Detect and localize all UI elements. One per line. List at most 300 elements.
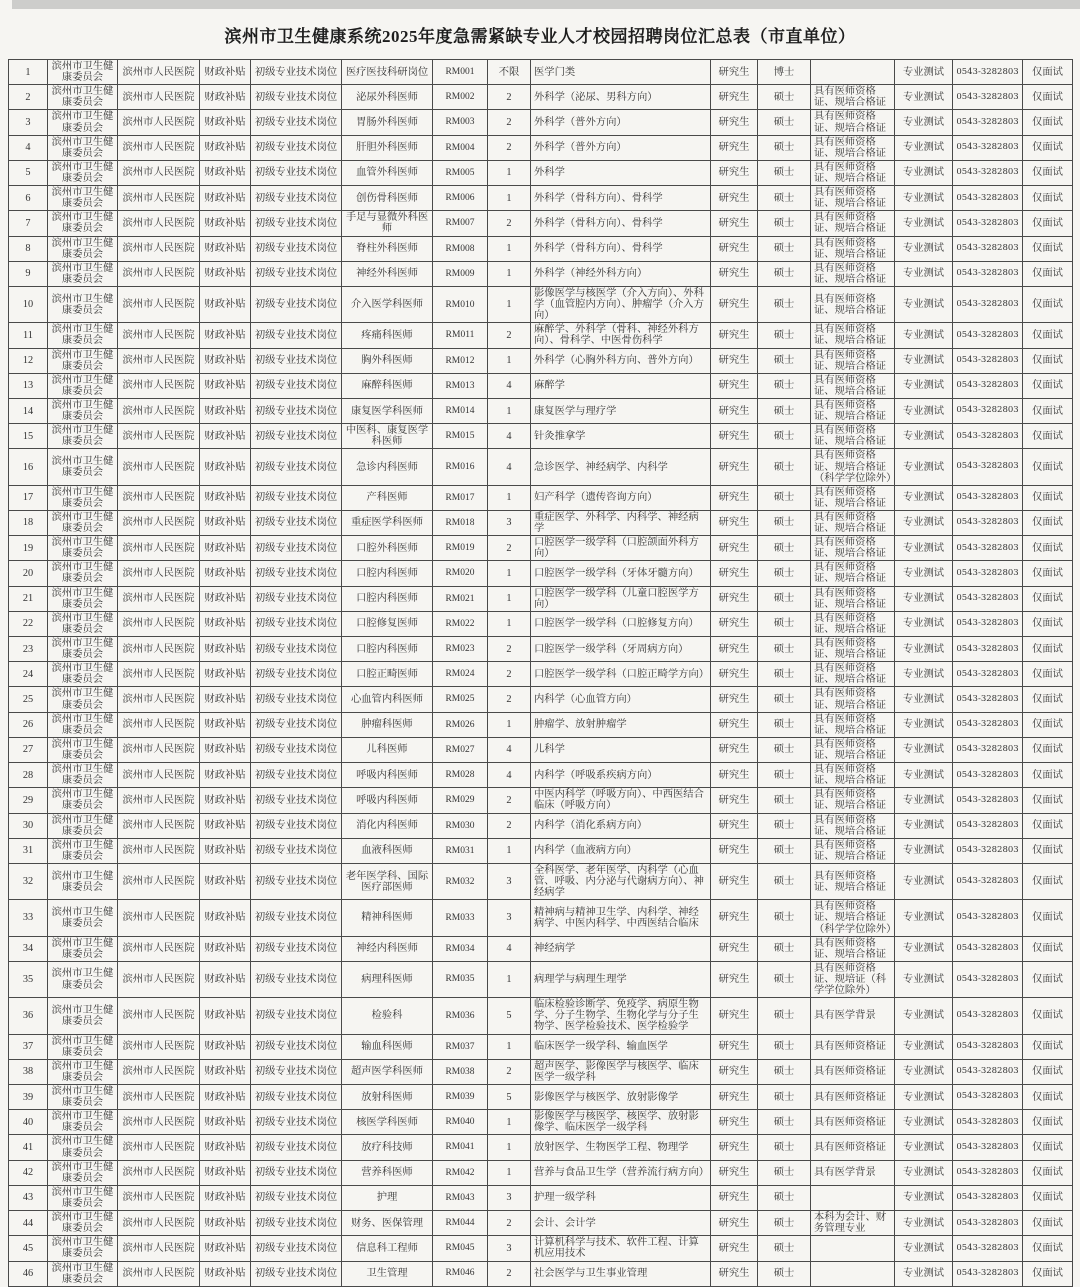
cell-education: 研究生	[711, 110, 758, 135]
cell-major: 外科学（心胸外科方向、普外方向）	[531, 348, 711, 373]
cell-count: 1	[488, 611, 531, 636]
cell-row-number: 25	[9, 687, 48, 712]
cell-education: 研究生	[711, 348, 758, 373]
cell-employer: 滨州市人民医院	[118, 1211, 200, 1236]
cell-row-number: 26	[9, 712, 48, 737]
cell-exam-type: 专业测试	[895, 1236, 953, 1261]
cell-employer: 滨州市人民医院	[118, 1084, 200, 1109]
table-row	[9, 1236, 1073, 1261]
cell-degree: 硕士	[758, 373, 811, 398]
cell-funding: 财政补贴	[200, 838, 251, 863]
cell-exam-type: 专业测试	[895, 864, 953, 900]
cell-employer: 滨州市人民医院	[118, 561, 200, 586]
cell-authority: 滨州市卫生健康委员会	[48, 662, 118, 687]
cell-funding: 财政补贴	[200, 186, 251, 211]
cell-position: 肿瘤科医师	[342, 712, 433, 737]
cell-major: 社会医学与卫生事业管理	[531, 1261, 711, 1286]
table-row	[9, 561, 1073, 586]
cell-degree: 硕士	[758, 1110, 811, 1135]
cell-major: 内科学（心血管方向）	[531, 687, 711, 712]
cell-authority: 滨州市卫生健康委员会	[48, 561, 118, 586]
cell-employer: 滨州市人民医院	[118, 261, 200, 286]
cell-major: 医学门类	[531, 60, 711, 85]
cell-count: 4	[488, 936, 531, 961]
cell-degree: 硕士	[758, 186, 811, 211]
cell-row-number: 31	[9, 838, 48, 863]
cell-funding: 财政补贴	[200, 712, 251, 737]
cell-funding: 财政补贴	[200, 900, 251, 936]
cell-post-type: 初级专业技术岗位	[251, 637, 342, 662]
cell-position: 口腔内科医师	[342, 637, 433, 662]
cell-funding: 财政补贴	[200, 1236, 251, 1261]
cell-employer: 滨州市人民医院	[118, 85, 200, 110]
cell-authority: 滨州市卫生健康委员会	[48, 900, 118, 936]
cell-degree: 硕士	[758, 712, 811, 737]
cell-degree: 硕士	[758, 662, 811, 687]
cell-authority: 滨州市卫生健康委员会	[48, 1135, 118, 1160]
cell-post-code: RM004	[433, 135, 488, 160]
cell-position: 口腔正畸医师	[342, 662, 433, 687]
cell-authority: 滨州市卫生健康委员会	[48, 261, 118, 286]
cell-count: 2	[488, 662, 531, 687]
cell-position: 儿科医师	[342, 737, 433, 762]
cell-exam-type: 专业测试	[895, 586, 953, 611]
cell-post-code: RM005	[433, 160, 488, 185]
cell-remark: 具有医师资格证、规培合格证	[811, 813, 895, 838]
table-row	[9, 1261, 1073, 1286]
table-row	[9, 85, 1073, 110]
cell-employer: 滨州市人民医院	[118, 211, 200, 236]
cell-funding: 财政补贴	[200, 662, 251, 687]
cell-phone: 0543-3282803	[953, 687, 1023, 712]
cell-authority: 滨州市卫生健康委员会	[48, 737, 118, 762]
cell-employer: 滨州市人民医院	[118, 135, 200, 160]
cell-degree: 硕士	[758, 449, 811, 485]
cell-count: 2	[488, 110, 531, 135]
table-row	[9, 373, 1073, 398]
table-row	[9, 261, 1073, 286]
cell-exam-type: 专业测试	[895, 788, 953, 813]
cell-interview: 仅面试	[1023, 586, 1073, 611]
cell-post-code: RM016	[433, 449, 488, 485]
cell-row-number: 15	[9, 424, 48, 449]
cell-education: 研究生	[711, 1185, 758, 1210]
cell-post-type: 初级专业技术岗位	[251, 211, 342, 236]
cell-remark: 具有医师资格证、规培合格证	[811, 586, 895, 611]
cell-authority: 滨州市卫生健康委员会	[48, 398, 118, 423]
cell-exam-type: 专业测试	[895, 186, 953, 211]
cell-exam-type: 专业测试	[895, 998, 953, 1034]
cell-row-number: 40	[9, 1110, 48, 1135]
cell-row-number: 33	[9, 900, 48, 936]
cell-post-type: 初级专业技术岗位	[251, 788, 342, 813]
cell-degree: 硕士	[758, 936, 811, 961]
table-row	[9, 348, 1073, 373]
cell-interview: 仅面试	[1023, 1059, 1073, 1084]
cell-phone: 0543-3282803	[953, 85, 1023, 110]
cell-major: 外科学（神经外科方向）	[531, 261, 711, 286]
table-row	[9, 323, 1073, 348]
cell-major: 内科学（消化系病方向）	[531, 813, 711, 838]
cell-position: 神经外科医师	[342, 261, 433, 286]
cell-employer: 滨州市人民医院	[118, 424, 200, 449]
cell-exam-type: 专业测试	[895, 348, 953, 373]
cell-employer: 滨州市人民医院	[118, 864, 200, 900]
cell-phone: 0543-3282803	[953, 586, 1023, 611]
cell-exam-type: 专业测试	[895, 449, 953, 485]
cell-post-type: 初级专业技术岗位	[251, 1059, 342, 1084]
cell-degree: 硕士	[758, 286, 811, 322]
cell-remark: 具有医师资格证、规培合格证	[811, 662, 895, 687]
cell-degree: 硕士	[758, 110, 811, 135]
cell-row-number: 29	[9, 788, 48, 813]
cell-post-code: RM035	[433, 961, 488, 997]
cell-employer: 滨州市人民医院	[118, 712, 200, 737]
cell-position: 老年医学科、国际医疗部医师	[342, 864, 433, 900]
table-row	[9, 236, 1073, 261]
cell-funding: 财政补贴	[200, 449, 251, 485]
cell-remark	[811, 1185, 895, 1210]
cell-position: 病理科医师	[342, 961, 433, 997]
cell-remark: 具有医师资格证、规培合格证	[811, 135, 895, 160]
cell-post-code: RM017	[433, 485, 488, 510]
cell-employer: 滨州市人民医院	[118, 348, 200, 373]
cell-degree: 硕士	[758, 1185, 811, 1210]
cell-authority: 滨州市卫生健康委员会	[48, 1261, 118, 1286]
cell-interview: 仅面试	[1023, 1261, 1073, 1286]
cell-position: 血液科医师	[342, 838, 433, 863]
cell-position: 精神科医师	[342, 900, 433, 936]
cell-funding: 财政补贴	[200, 110, 251, 135]
recruitment-summary-table	[8, 59, 1073, 1287]
cell-funding: 财政补贴	[200, 60, 251, 85]
cell-major: 外科学（骨科方向）、骨科学	[531, 186, 711, 211]
cell-major: 外科学（泌尿、男科方向）	[531, 85, 711, 110]
cell-interview: 仅面试	[1023, 536, 1073, 561]
cell-authority: 滨州市卫生健康委员会	[48, 1211, 118, 1236]
cell-exam-type: 专业测试	[895, 1160, 953, 1185]
cell-employer: 滨州市人民医院	[118, 838, 200, 863]
cell-post-type: 初级专业技术岗位	[251, 737, 342, 762]
cell-education: 研究生	[711, 712, 758, 737]
cell-major: 外科学（普外方向）	[531, 110, 711, 135]
cell-phone: 0543-3282803	[953, 236, 1023, 261]
cell-employer: 滨州市人民医院	[118, 900, 200, 936]
cell-exam-type: 专业测试	[895, 1211, 953, 1236]
cell-position: 口腔修复医师	[342, 611, 433, 636]
cell-post-code: RM046	[433, 1261, 488, 1286]
cell-degree: 硕士	[758, 1059, 811, 1084]
cell-count: 1	[488, 186, 531, 211]
table-row	[9, 662, 1073, 687]
cell-employer: 滨州市人民医院	[118, 687, 200, 712]
cell-education: 研究生	[711, 85, 758, 110]
cell-funding: 财政补贴	[200, 1160, 251, 1185]
cell-count: 3	[488, 864, 531, 900]
cell-exam-type: 专业测试	[895, 211, 953, 236]
cell-employer: 滨州市人民医院	[118, 961, 200, 997]
cell-funding: 财政补贴	[200, 85, 251, 110]
cell-interview: 仅面试	[1023, 60, 1073, 85]
cell-exam-type: 专业测试	[895, 110, 953, 135]
cell-authority: 滨州市卫生健康委员会	[48, 348, 118, 373]
cell-education: 研究生	[711, 236, 758, 261]
cell-row-number: 2	[9, 85, 48, 110]
cell-count: 1	[488, 961, 531, 997]
cell-degree: 硕士	[758, 398, 811, 423]
table-row	[9, 135, 1073, 160]
cell-interview: 仅面试	[1023, 900, 1073, 936]
cell-row-number: 37	[9, 1034, 48, 1059]
table-row	[9, 813, 1073, 838]
table-row	[9, 687, 1073, 712]
cell-interview: 仅面试	[1023, 348, 1073, 373]
cell-authority: 滨州市卫生健康委员会	[48, 1059, 118, 1084]
cell-authority: 滨州市卫生健康委员会	[48, 60, 118, 85]
cell-exam-type: 专业测试	[895, 1034, 953, 1059]
cell-position: 康复医学科医师	[342, 398, 433, 423]
cell-authority: 滨州市卫生健康委员会	[48, 1034, 118, 1059]
cell-phone: 0543-3282803	[953, 737, 1023, 762]
cell-major: 临床检验诊断学、免疫学、病原生物学、分子生物学、生物化学与分子生物学、医学检验技术、医学检验学	[531, 998, 711, 1034]
cell-row-number: 30	[9, 813, 48, 838]
cell-interview: 仅面试	[1023, 864, 1073, 900]
cell-post-code: RM003	[433, 110, 488, 135]
cell-count: 1	[488, 286, 531, 322]
cell-post-type: 初级专业技术岗位	[251, 424, 342, 449]
cell-degree: 硕士	[758, 611, 811, 636]
cell-post-type: 初级专业技术岗位	[251, 961, 342, 997]
cell-education: 研究生	[711, 737, 758, 762]
cell-row-number: 43	[9, 1185, 48, 1210]
cell-remark: 具有医师资格证、规培合格证	[811, 936, 895, 961]
cell-row-number: 28	[9, 763, 48, 788]
cell-post-code: RM007	[433, 211, 488, 236]
cell-funding: 财政补贴	[200, 398, 251, 423]
cell-count: 1	[488, 398, 531, 423]
cell-exam-type: 专业测试	[895, 936, 953, 961]
cell-funding: 财政补贴	[200, 1185, 251, 1210]
cell-phone: 0543-3282803	[953, 813, 1023, 838]
cell-funding: 财政补贴	[200, 1110, 251, 1135]
cell-exam-type: 专业测试	[895, 662, 953, 687]
cell-remark: 具有医师资格证、规培合格证	[811, 485, 895, 510]
cell-count: 1	[488, 1135, 531, 1160]
cell-count: 3	[488, 510, 531, 535]
cell-funding: 财政补贴	[200, 323, 251, 348]
cell-exam-type: 专业测试	[895, 424, 953, 449]
cell-funding: 财政补贴	[200, 561, 251, 586]
cell-employer: 滨州市人民医院	[118, 110, 200, 135]
cell-post-type: 初级专业技术岗位	[251, 1236, 342, 1261]
cell-major: 外科学	[531, 160, 711, 185]
cell-row-number: 44	[9, 1211, 48, 1236]
cell-education: 研究生	[711, 637, 758, 662]
cell-post-code: RM023	[433, 637, 488, 662]
cell-phone: 0543-3282803	[953, 1160, 1023, 1185]
cell-position: 营养科医师	[342, 1160, 433, 1185]
cell-count: 5	[488, 1084, 531, 1109]
cell-row-number: 17	[9, 485, 48, 510]
cell-degree: 硕士	[758, 637, 811, 662]
table-row	[9, 211, 1073, 236]
cell-major: 口腔医学一级学科（口腔正畸学方向）	[531, 662, 711, 687]
cell-post-code: RM031	[433, 838, 488, 863]
table-row	[9, 60, 1073, 85]
cell-post-code: RM022	[433, 611, 488, 636]
cell-authority: 滨州市卫生健康委员会	[48, 998, 118, 1034]
cell-count: 1	[488, 561, 531, 586]
cell-post-code: RM026	[433, 712, 488, 737]
cell-interview: 仅面试	[1023, 424, 1073, 449]
cell-interview: 仅面试	[1023, 961, 1073, 997]
cell-remark: 具有医师资格证、规培合格证（科学学位除外）	[811, 900, 895, 936]
cell-post-type: 初级专业技术岗位	[251, 712, 342, 737]
cell-position: 急诊内科医师	[342, 449, 433, 485]
cell-education: 研究生	[711, 611, 758, 636]
cell-education: 研究生	[711, 449, 758, 485]
cell-employer: 滨州市人民医院	[118, 1059, 200, 1084]
cell-post-type: 初级专业技术岗位	[251, 160, 342, 185]
cell-funding: 财政补贴	[200, 236, 251, 261]
cell-employer: 滨州市人民医院	[118, 637, 200, 662]
cell-exam-type: 专业测试	[895, 900, 953, 936]
cell-remark	[811, 1261, 895, 1286]
cell-education: 研究生	[711, 1110, 758, 1135]
table-row	[9, 510, 1073, 535]
cell-row-number: 24	[9, 662, 48, 687]
cell-interview: 仅面试	[1023, 261, 1073, 286]
cell-position: 核医学科医师	[342, 1110, 433, 1135]
cell-exam-type: 专业测试	[895, 813, 953, 838]
table-row	[9, 737, 1073, 762]
cell-funding: 财政补贴	[200, 936, 251, 961]
cell-count: 2	[488, 211, 531, 236]
cell-funding: 财政补贴	[200, 261, 251, 286]
cell-row-number: 12	[9, 348, 48, 373]
cell-degree: 硕士	[758, 1084, 811, 1109]
table-row	[9, 712, 1073, 737]
cell-post-code: RM045	[433, 1236, 488, 1261]
cell-post-code: RM024	[433, 662, 488, 687]
cell-phone: 0543-3282803	[953, 160, 1023, 185]
cell-authority: 滨州市卫生健康委员会	[48, 85, 118, 110]
cell-degree: 硕士	[758, 1261, 811, 1286]
cell-post-code: RM033	[433, 900, 488, 936]
cell-remark: 具有医师资格证、规培合格证	[811, 864, 895, 900]
cell-interview: 仅面试	[1023, 737, 1073, 762]
cell-funding: 财政补贴	[200, 1261, 251, 1286]
cell-remark: 具有医师资格证、规培证（科学学位除外）	[811, 961, 895, 997]
table-row	[9, 1185, 1073, 1210]
cell-row-number: 45	[9, 1236, 48, 1261]
cell-post-type: 初级专业技术岗位	[251, 1110, 342, 1135]
cell-post-type: 初级专业技术岗位	[251, 85, 342, 110]
cell-remark: 具有医师资格证、规培合格证	[811, 398, 895, 423]
table-row	[9, 186, 1073, 211]
cell-row-number: 7	[9, 211, 48, 236]
cell-funding: 财政补贴	[200, 424, 251, 449]
cell-education: 研究生	[711, 1160, 758, 1185]
cell-employer: 滨州市人民医院	[118, 286, 200, 322]
cell-interview: 仅面试	[1023, 936, 1073, 961]
cell-major: 麻醉学	[531, 373, 711, 398]
cell-remark: 具有医师资格证、规培合格证	[811, 561, 895, 586]
cell-education: 研究生	[711, 60, 758, 85]
cell-row-number: 34	[9, 936, 48, 961]
cell-post-type: 初级专业技术岗位	[251, 323, 342, 348]
cell-row-number: 1	[9, 60, 48, 85]
cell-interview: 仅面试	[1023, 1185, 1073, 1210]
cell-count: 2	[488, 1261, 531, 1286]
cell-row-number: 4	[9, 135, 48, 160]
cell-funding: 财政补贴	[200, 864, 251, 900]
cell-education: 研究生	[711, 1236, 758, 1261]
table-row	[9, 1160, 1073, 1185]
cell-interview: 仅面试	[1023, 687, 1073, 712]
cell-education: 研究生	[711, 1034, 758, 1059]
cell-education: 研究生	[711, 485, 758, 510]
cell-interview: 仅面试	[1023, 1110, 1073, 1135]
cell-position: 胃肠外科医师	[342, 110, 433, 135]
cell-funding: 财政补贴	[200, 687, 251, 712]
cell-authority: 滨州市卫生健康委员会	[48, 286, 118, 322]
cell-education: 研究生	[711, 373, 758, 398]
cell-education: 研究生	[711, 1059, 758, 1084]
cell-employer: 滨州市人民医院	[118, 60, 200, 85]
cell-remark: 具有医师资格证	[811, 1084, 895, 1109]
cell-post-type: 初级专业技术岗位	[251, 536, 342, 561]
cell-major: 护理一级学科	[531, 1185, 711, 1210]
cell-exam-type: 专业测试	[895, 60, 953, 85]
table-row	[9, 110, 1073, 135]
cell-phone: 0543-3282803	[953, 788, 1023, 813]
cell-remark: 具有医师资格证、规培合格证	[811, 261, 895, 286]
cell-post-code: RM009	[433, 261, 488, 286]
cell-remark: 具有医师资格证、规培合格证	[811, 712, 895, 737]
cell-education: 研究生	[711, 662, 758, 687]
cell-degree: 硕士	[758, 160, 811, 185]
cell-funding: 财政补贴	[200, 763, 251, 788]
cell-employer: 滨州市人民医院	[118, 611, 200, 636]
cell-row-number: 11	[9, 323, 48, 348]
cell-degree: 硕士	[758, 864, 811, 900]
cell-position: 口腔外科医师	[342, 536, 433, 561]
cell-row-number: 38	[9, 1059, 48, 1084]
cell-post-type: 初级专业技术岗位	[251, 60, 342, 85]
cell-employer: 滨州市人民医院	[118, 160, 200, 185]
cell-exam-type: 专业测试	[895, 1185, 953, 1210]
cell-interview: 仅面试	[1023, 485, 1073, 510]
cell-major: 口腔医学一级学科（牙周病方向）	[531, 637, 711, 662]
cell-employer: 滨州市人民医院	[118, 485, 200, 510]
cell-funding: 财政补贴	[200, 286, 251, 322]
cell-post-code: RM038	[433, 1059, 488, 1084]
cell-post-type: 初级专业技术岗位	[251, 398, 342, 423]
cell-education: 研究生	[711, 1211, 758, 1236]
cell-post-type: 初级专业技术岗位	[251, 998, 342, 1034]
cell-exam-type: 专业测试	[895, 561, 953, 586]
table-row	[9, 961, 1073, 997]
cell-position: 呼吸内科医师	[342, 788, 433, 813]
cell-post-code: RM014	[433, 398, 488, 423]
cell-count: 4	[488, 763, 531, 788]
cell-row-number: 23	[9, 637, 48, 662]
cell-post-type: 初级专业技术岗位	[251, 485, 342, 510]
cell-position: 卫生管理	[342, 1261, 433, 1286]
cell-degree: 硕士	[758, 813, 811, 838]
cell-position: 口腔内科医师	[342, 586, 433, 611]
